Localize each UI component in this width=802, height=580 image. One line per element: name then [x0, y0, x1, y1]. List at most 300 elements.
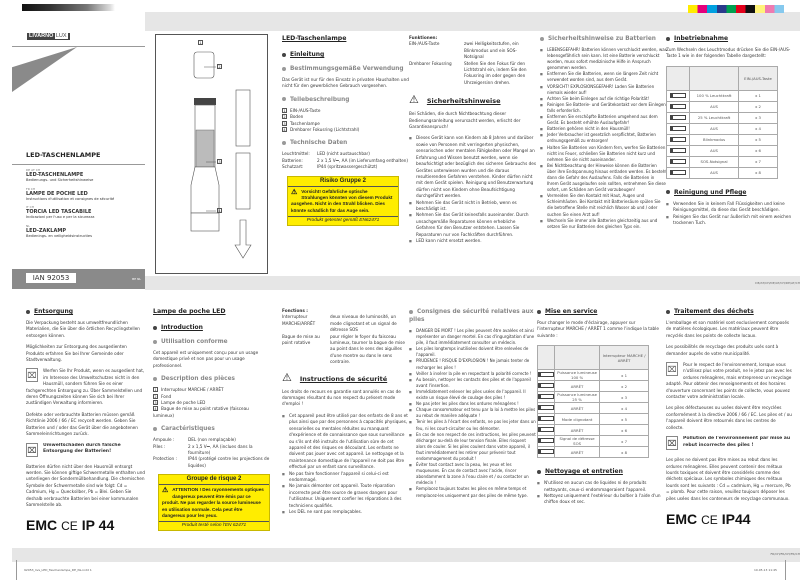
text: x 5 — [739, 134, 778, 145]
de-column-3 — [540, 35, 667, 230]
text: ■ Tenir les piles à l'écart des enfants, ne pas les jeter dans un feu, ni les court-circuiter ou les démonter. — [409, 419, 536, 431]
element — [538, 403, 649, 414]
text: Les droits de recours en garantie sont annulés en cas de dommages résultant du non respect du présent mode d'emploi ! — [282, 388, 401, 407]
text: ■ Entfernen Sie die Batterien, wenn sie längere Zeit nicht verwendet worden sind, aus dem Gerät. — [540, 71, 667, 83]
element — [538, 425, 649, 436]
text: deux niveaux de luminosité, un mode clignotant et un signal de détresse SOS — [330, 314, 397, 333]
text: ■ Jeder Verbraucher ist gesetzlich verpflichtet, Batterien ordnungsgemäß zu entsorgen! — [540, 132, 667, 144]
text: x 8 — [739, 167, 778, 178]
figure-label: 3 — [218, 160, 221, 164]
fr-column-3 — [409, 308, 536, 499]
text: x 1 — [739, 90, 778, 101]
language-entry — [26, 187, 144, 202]
text: ■ Batterien gehören nicht in den Hausmüll! — [540, 126, 667, 132]
fr-tech-heading — [153, 425, 271, 433]
text: Signal de détresse SOS — [555, 436, 600, 447]
element — [690, 66, 739, 90]
country-codes: IT CH — [26, 205, 35, 209]
text: EMC — [26, 517, 58, 534]
text: Introduction — [161, 324, 203, 331]
fr-title: Lampe de poche LED — [153, 308, 226, 315]
de-cleaning-heading — [666, 189, 793, 197]
text: AUS — [690, 123, 739, 134]
cover-panel — [12, 31, 145, 289]
text: ■ Immédiatement enlever les piles usées de l'appareil. Il existe un risque élevé de coulage des piles ! — [409, 389, 536, 401]
crop-mark — [16, 560, 17, 580]
de-operation-heading — [666, 35, 793, 43]
text: Drehbarer Fokusring — [409, 60, 452, 66]
element — [667, 90, 690, 101]
de-tech-heading — [282, 139, 409, 147]
text: Werfen Sie Ihr Produkt, wenn es ausgedient hat, im Interesse des Umweltschutzes nicht in den Hausmüll, sondern führen Sie es einer fachgerechten Entsorgung zu. Über Sammelstellen und deren Öffnungszeiten können Sie sich bei Ihrer zuständigen Verwaltung informieren. — [26, 368, 145, 406]
fr-use-heading — [153, 338, 271, 346]
element — [538, 425, 555, 436]
text: AUS — [690, 101, 739, 112]
text: Groupe de risque 2 — [159, 475, 269, 485]
text: Einleitung — [290, 51, 325, 58]
element — [26, 310, 30, 314]
flashlight-exploded-view — [156, 35, 269, 275]
element — [236, 90, 250, 146]
element — [236, 153, 250, 209]
text: ■ LED kann nicht ersetzt werden. — [409, 238, 536, 244]
product-illustration — [155, 34, 268, 274]
element: 1 — [154, 388, 157, 393]
text: EIN-/AUS-Taste — [290, 107, 321, 113]
print-date: 10.05.13 11:45 — [754, 568, 777, 572]
element — [191, 167, 219, 213]
text: ARRÊT — [555, 447, 600, 458]
element — [555, 346, 600, 370]
element — [538, 414, 649, 425]
text: ATTENTION ! Des rayonnements optiques dangereux peuvent être émis par ce produit. Ne pas regarder la source lumineuse en utilisation normale. Cela peut être dangereux pour les yeux. — [162, 487, 264, 518]
text: Entsorgung — [34, 308, 74, 315]
de-parts-heading — [282, 96, 409, 104]
element — [153, 456, 271, 469]
text: Sicherheitshinweise — [426, 97, 501, 106]
text: AUS — [690, 145, 739, 156]
element — [538, 427, 554, 432]
element — [666, 37, 670, 41]
text: x 4 — [739, 123, 778, 134]
text: 2 x 1,5 V⎓, AA (im Lieferumfang enthalten) — [317, 157, 409, 163]
text: DEL (non remplaçable) — [188, 437, 236, 443]
element — [667, 112, 690, 123]
element — [538, 381, 649, 392]
brand-logo — [27, 33, 70, 40]
crossed-battery-bin-icon: ⌧ — [666, 436, 678, 450]
text: Description des pièces — [161, 376, 235, 383]
de-column-4 — [666, 35, 793, 226]
text: Mode clignotant — [555, 414, 600, 425]
de-certification-marks — [26, 516, 146, 535]
element — [153, 377, 157, 381]
text: ■ Nehmen Sie das Gerät nicht in Betrieb, wenn es beschädigt ist. — [409, 200, 536, 213]
text: ARRÊT — [555, 425, 600, 436]
language-entry — [26, 224, 144, 239]
element — [670, 126, 686, 131]
element — [666, 310, 670, 314]
element — [667, 101, 778, 112]
element — [538, 405, 554, 410]
text: Ampoule : — [153, 437, 175, 443]
element — [670, 104, 686, 109]
text: Die Verpackung besteht aus umweltfreundlichen Materialien, die Sie über die örtlichen Recyclingstellen entsorgen können. — [26, 320, 140, 338]
language-subtitle: Indicazioni per l'uso e per la sicurezza — [26, 215, 95, 219]
de-risk-group-warning — [287, 176, 399, 227]
text: IP44 — [721, 510, 751, 527]
element — [153, 326, 157, 330]
fr-operation-heading — [537, 308, 664, 316]
text: Defekte oder verbrauchte Batterien müssen gemäß Richtlinie 2006 / 66 / EC recycelt werden. Geben Sie Batterien und / oder das Gerät über die angebotenen Sammeleinrichtungen zurück. — [26, 411, 138, 437]
text: x 7 — [739, 156, 778, 167]
element — [282, 53, 286, 57]
element — [538, 346, 649, 458]
text: Bestimmungsgemäße Verwendung — [290, 66, 404, 72]
text: 100 % Leuchtkraft — [690, 90, 739, 101]
cover-divider — [12, 46, 145, 47]
element: 4 — [283, 128, 286, 133]
de-mode-table — [666, 66, 778, 179]
de-tech-row — [282, 164, 409, 170]
element — [537, 310, 541, 314]
warning-triangle-icon: ⚠ — [409, 93, 419, 107]
de-parts-list — [282, 108, 409, 134]
text: Bague de mise au point rotative — [282, 333, 320, 346]
de-cleaning-list — [666, 201, 793, 227]
element — [538, 346, 555, 370]
text: Puissance lumineuse 100 % — [555, 370, 600, 381]
fr-battery-list — [409, 328, 536, 499]
element — [538, 436, 649, 447]
text: EMC — [666, 510, 698, 527]
element — [538, 438, 554, 443]
fr-battery-disposal-heading — [666, 436, 793, 452]
text: CE — [61, 519, 78, 534]
text: Les piles ne doivent pas être mises au rebut dans les ordures ménagères. Elles peuvent contenir des métaux lourds toxiques et doivent être considérés comme des déchets spéciaux. Les symboles chimiques des métaux lourds sont les suivants : Cd = cadmium, Hg = mercure, Pb = plomb. Pour cette raison, veuillez toujours déposer les piles usées dans les conteneurs de recyclage communaux. — [666, 457, 791, 501]
element — [194, 52, 214, 78]
element — [670, 93, 686, 98]
text: ■ VORSICHT! EXPLOSIONSGEFAHR! Laden Sie Batterien niemals wieder auf! — [540, 84, 667, 96]
text: ■ Bei Nichtbeachtung der Hinweise können die Batterien über ihre Endspannung hinaus entladen werden. Es besteht dann die Gefahr des Auslaufens. Falls die Batterien in Ihrem Gerät ausgelaufen sein sollten, entnehmen Sie diese sofort, um Schäden am Gerät vorzubeugen! — [540, 163, 667, 193]
element — [667, 134, 690, 145]
element — [538, 346, 649, 370]
text: Pollution de l'environnement par mise au rebut incorrecte des piles ! — [683, 436, 791, 448]
text: ■ Cet appareil peut être utilisé par des enfants de 8 ans et plus ainsi que par des personnes à capacités physiques, sensorielles ou mentales réduites ou manquant d'expérience et de connaissance que sous surveillance ou s'ils ont été instruits de l'utilisation sûre de cet appareil et des risques en découlant. Les enfants ne doivent pas jouer avec cet appareil. Le nettoyage et la maintenance domestique de l'appareil ne doit pas être effectué par un enfant sans surveillance. — [282, 413, 409, 471]
element — [538, 416, 554, 421]
element — [196, 130, 214, 167]
fr-functions-heading: Fonctions : — [282, 308, 308, 313]
text: x 3 — [739, 112, 778, 123]
text: Risiko Gruppe 2 — [288, 177, 398, 187]
element — [667, 66, 778, 90]
de-function-row — [409, 61, 536, 87]
element — [538, 392, 555, 403]
text: CE — [701, 512, 718, 527]
text: ■ Achten Sie beim Einlegen auf die richtige Polarität! — [540, 96, 667, 102]
element: 4 — [154, 407, 157, 412]
element — [288, 187, 398, 217]
de-page-footer: DE/AT/CH/DE/AT/CH/DE/AT/CH — [755, 281, 800, 285]
fr-safety-list — [282, 413, 409, 516]
diagonal-banner — [12, 47, 77, 92]
text: ■ Les DEL ne sont pas remplaçables. — [282, 509, 409, 515]
text: Protection : — [153, 456, 177, 462]
fr-column-2 — [282, 308, 409, 515]
element — [194, 98, 216, 105]
fr-column-1 — [153, 308, 271, 531]
text: ■ Remplacez toujours toutes les piles en même temps et remplacez-les uniquement par des piles de même type. — [409, 486, 536, 498]
text: Traitement des déchets — [674, 308, 754, 315]
crop-mark — [785, 560, 786, 580]
brand-name: LIVARNO — [29, 33, 54, 39]
text: zwei Helligkeitsstufen, ein Blinkmodus und ein SOS-Notsignal — [464, 41, 519, 60]
element: 2 — [154, 394, 157, 399]
de-safety-intro: Bei Schäden, die durch Nichtbeachtung dieser Bedienungsanleitung verursacht werden, erlischt der Garantieanspruch! — [409, 111, 521, 130]
element — [667, 101, 690, 112]
crossed-bin-icon: ⌧ — [26, 368, 38, 382]
element — [26, 368, 146, 406]
element — [538, 436, 555, 447]
cover-footer — [12, 269, 145, 289]
text: Leuchtmittel: — [282, 151, 310, 157]
text: Umweltschäden durch falsche Entsorgung der Batterien! — [43, 442, 121, 454]
text: x 8 — [600, 447, 649, 458]
element — [670, 137, 686, 142]
element — [153, 406, 271, 419]
element — [538, 449, 554, 454]
element — [666, 190, 670, 194]
fr-risk-group-warning — [158, 474, 270, 531]
de-function-row — [409, 41, 536, 60]
text: Pour le respect de l'environnement, lorsque vous n'utilisez plus votre produit, ne le jetez pas avec les ordures ménagères, mais entreprenez un recyclage adapté. Pour obtenir des renseignements et des horaires d'ouverture concernant les points de collecte, vous pouvez contacter votre administration locale. — [666, 362, 792, 400]
text: pour régler le foyer du faisceau lumineux, tourner la bague de mise au point dans le sens des aiguilles d'une montre ou dans le sens contraire. — [330, 333, 405, 365]
fr-battery-heading — [409, 308, 536, 324]
de-safety-list — [409, 135, 536, 244]
text: Mise en service — [545, 308, 598, 315]
de-battery-heading — [540, 35, 667, 43]
text: ■ Ne pas faire fonctionner l'appareil si celui-ci est endommagé. — [282, 471, 409, 484]
text: x 1 — [600, 370, 649, 381]
element — [667, 90, 778, 101]
element: 1 — [283, 108, 286, 113]
element — [667, 123, 778, 134]
text: ■ Veiller à insérer la pile en respectant la polarité correcte ! — [409, 371, 536, 377]
text: 25 % Leuchtkraft — [690, 112, 739, 123]
text: Les possibilités de recyclage des produits usés sont à demander auprès de votre municipalité. — [666, 344, 779, 356]
text: Blinkmodus — [690, 134, 739, 145]
language-subtitle: Instructions d'utilisation et consignes de sécurité — [26, 196, 115, 201]
fr-parts-list — [153, 387, 271, 419]
element — [670, 170, 686, 175]
element — [538, 383, 554, 388]
element: 2 — [283, 115, 286, 120]
element — [538, 392, 649, 403]
text: ■ Au besoin, nettoyer les contacts des piles et de l'appareil avant l'insertion. — [409, 377, 536, 389]
element — [282, 97, 286, 101]
element — [282, 127, 409, 133]
language-subtitle: Bedienings- en veiligheidsinstructies — [26, 233, 92, 238]
de-column-2 — [409, 35, 536, 244]
text: ■ Ne pas jeter les piles dans les ordures ménagères ! — [409, 401, 536, 407]
text: x 4 — [600, 403, 649, 414]
brand-suffix: LUX — [55, 33, 67, 39]
text: ■ N'utilisez en aucun cas de liquides ni de produits nettoyants, ceux-ci endommageraient l'appareil. — [537, 480, 664, 493]
de-title: LED-Taschenlampe — [282, 35, 347, 42]
text: Puissance lumineuse 25 % — [555, 392, 600, 403]
mid-band — [145, 276, 800, 290]
text: Pour changer le mode d'éclairage, appuyer sur l'interrupteur MARCHE / ARRÊT 1 comme l'indique la table suivante : — [537, 320, 659, 338]
text: ■ Nehmen Sie das Gerät keinesfalls auseinander. Durch unsachgemäße Reparaturen können erhebliche Gefahren für den Benutzer entstehen. Lassen Sie Reparaturen nur von Fachkräften durchführen. — [409, 212, 536, 238]
element — [538, 372, 554, 377]
element — [667, 123, 690, 134]
de-battery-list — [540, 47, 667, 230]
text: Les piles défectueuses ou usées doivent être recyclées conformément à la directive 2006 / 66 / EC. Les piles et / ou l'appareil doivent être retournés dans les centres de collecte. — [666, 405, 792, 430]
text: Interrupteur MARCHE/ARRÊT — [282, 314, 316, 326]
element — [538, 447, 555, 458]
text: ■ Les piles longtemps inutilisées doivent être enlevées de l'appareil. — [409, 346, 536, 358]
bottom-band — [12, 548, 800, 562]
element — [537, 470, 541, 474]
text: ■ En cas de non respect de ces instructions, les piles peuvent décharger au-delà de leur tension finale. Elles risquent alors de couler. Si les piles coulent dans votre appareil, il faut immédiatement les retirer pour prévenir tout endommagement du produit ! — [409, 432, 536, 462]
text: ■ Vermeiden Sie den Kontakt mit Haut, Augen und Schleimhäuten. Bei Kontakt mit Batteriesäure spülen Sie die betroffene Stelle mit reichlich Wasser ab und / oder suchen Sie einen Arzt auf! — [540, 193, 667, 217]
text: L'emballage et son matériel sont exclusivement composés de matières écologiques. Les matériaux peuvent être recyclés dans les points de collecte locaux. — [666, 320, 790, 338]
fr-column-5 — [666, 308, 793, 529]
text: Caractéristiques — [161, 426, 215, 433]
text: ■ DANGER DE MORT ! Les piles peuvent être avalées et ainsi représenter un danger mortel. En cas d'ingurgitation d'une pile, il faut immédiatement consulter un médecin. — [409, 328, 536, 346]
element — [538, 414, 555, 425]
fr-certification-marks — [666, 510, 793, 529]
element — [666, 362, 793, 400]
element — [538, 447, 649, 458]
text: Stellen Sie den Fokus für den Lichtstrahl ein, indem Sie den Fokusring im oder gegen den Uhrzeigersinn drehen. — [464, 60, 527, 85]
text: x 5 — [600, 414, 649, 425]
de-intro-heading — [282, 51, 409, 59]
language-entry — [26, 205, 144, 220]
element — [159, 485, 269, 521]
text: ■ Wechseln Sie immer alle Batterien gleichzeitig aus und setzen Sie nur Batterien des gleichen Typs ein. — [540, 218, 667, 230]
text: IP 44 — [81, 517, 115, 534]
text: x 3 — [600, 392, 649, 403]
element — [409, 310, 413, 314]
language-title: LED-TASCHENLAMPE — [26, 172, 84, 178]
text: x 6 — [739, 145, 778, 156]
element — [670, 159, 686, 164]
country-codes: DE AT CH — [26, 168, 41, 172]
text: Vorsicht! Gefährliche optische Strahlungen könnten von diesem Produkt ausgehen. Nicht in den Strahl blicken. Dies könnte schädlich für das Auge sein. — [291, 188, 393, 213]
crossed-battery-bin-icon: ⌧ — [26, 443, 38, 457]
text: ARRÊT — [555, 403, 600, 414]
language-title: LAMPE DE POCHE LED — [26, 190, 88, 197]
text: EIN-/AUS-Taste — [739, 66, 778, 90]
text: x 2 — [600, 381, 649, 392]
text: Interrupteur MARCHE / ARRÊT — [600, 346, 649, 370]
de-operation-text: Zum Wechseln des Leuchtmodus drücken Sie die EIN-/AUS-Taste 1 wie in der folgenden Tabelle dargestellt: — [666, 47, 791, 59]
crossed-bin-icon: ⌧ — [666, 362, 678, 376]
text: Sicherheitshinweise zu Batterien — [548, 36, 656, 42]
text: Bague de mise au point rotative (faisceau lumineux) — [153, 406, 249, 418]
text: x 2 — [739, 101, 778, 112]
text: x 6 — [600, 425, 649, 436]
element — [670, 148, 686, 153]
de-column-5 — [26, 308, 146, 535]
de-disposal-heading — [26, 308, 146, 316]
text: ■ Chaque consommateur est tenu par la loi à mettre les piles au rebut de manière adéquate ! — [409, 407, 536, 419]
element — [538, 370, 649, 381]
text: ■ Ne jamais démonter cet appareil. Toute réparation incorrecte peut être source de graves dangers pour l'utilisateur. Uniquement confier les réparations à des techniciens qualifiés. — [282, 483, 409, 509]
fr-cleaning-list — [537, 480, 664, 506]
figure-label: 4 — [218, 209, 221, 213]
text: Taschenlampe — [290, 120, 320, 126]
text: Piles : — [153, 443, 166, 449]
text: Fond — [161, 393, 172, 399]
text: LED (nicht austauschbar) — [317, 151, 370, 157]
fr-cleaning-heading — [537, 468, 664, 476]
text: Drehbarer Fokusring (Lichtstrahl) — [290, 127, 360, 133]
text: Nettoyage et entretien — [545, 468, 623, 476]
text: SOS-Notsignal — [690, 156, 739, 167]
language-title: TORCIA LED TASCABILE — [26, 209, 92, 215]
grayscale-color-bar — [22, 4, 115, 11]
element — [538, 403, 555, 414]
text: ■ Nettoyez uniquement l'extérieur du boîtier à l'aide d'un chiffon doux et sec. — [537, 493, 664, 506]
element — [667, 134, 778, 145]
language-subtitle: Bedienungs- und Sicherheitshinweise — [26, 178, 94, 182]
element — [538, 370, 555, 381]
element — [191, 213, 219, 231]
fr-page-footer: FR/CH/FR/CH/FR/CH — [770, 552, 800, 556]
text: Produit testé selon l'EN 62471 — [159, 521, 269, 530]
text: ■ LEBENSGEFAHR! Batterien können verschluckt werden, was lebensgefährlich sein kann. Ist eine Batterie verschluckt worden, muss sofort medizinische Hilfe in Anspruch genommen werden. — [540, 47, 667, 71]
text: Schutzart: — [282, 164, 304, 170]
element — [667, 145, 778, 156]
text: Utilisation conforme — [161, 339, 228, 345]
text: ■ Verwenden Sie in keinem Fall Flüssigkeiten und keine Reinigungsmittel, da diese das Gerät beschädigen. — [666, 201, 793, 214]
element — [153, 444, 271, 457]
lang-codes-footer: BE NL — [132, 277, 141, 281]
de-safety-heading — [409, 93, 536, 107]
text: Batterien: — [282, 157, 303, 163]
element — [667, 156, 778, 167]
country-codes: NL — [26, 223, 30, 228]
text: Produkt getestet gemäß EN62471 — [288, 216, 398, 225]
element — [667, 167, 778, 178]
element — [667, 66, 690, 90]
de-column-1 — [282, 35, 409, 226]
text: Consignes de sécurité relatives aux piles — [409, 309, 534, 323]
language-entry — [26, 168, 144, 183]
fr-mode-table — [537, 345, 649, 458]
text: 2 x 1,5 V⎓, AA (inclues dans la fourniture) — [188, 443, 253, 456]
text: Möglichkeiten zur Entsorgung des ausgedienten Produkts erfahren Sie bei Ihrer Gemeinde oder Stadtverwaltung. — [26, 344, 127, 363]
laser-warning-icon: ⚠ — [162, 487, 169, 495]
element — [282, 334, 409, 366]
element — [667, 167, 690, 178]
element — [282, 141, 286, 145]
element — [540, 37, 544, 41]
text: Cet appareil est uniquement conçu pour un usage domestique privé et non pas pour un usage professionnel. — [153, 350, 259, 368]
text: Technische Daten — [290, 140, 348, 147]
language-title: LED-ZAKLAMP — [26, 227, 66, 234]
de-battery-disposal-text: Batterien dürfen nicht über den Hausmüll entsorgt werden. Sie können giftige Schwermetalle enthalten und unterliegen der Sondermüllbehandlung. Die chemischen Symbole der Schwermetalle sind wie folgt: Cd = Cadmium, Hg = Quecksilber, Pb = Blei. Geben Sie deshalb verbrauchte Batterien bei einer kommunalen Sammelstelle ab. — [26, 463, 146, 507]
element: 3 — [154, 401, 157, 406]
fr-parts-heading — [153, 375, 271, 383]
text: Lampe de poche LED — [161, 400, 206, 406]
element — [670, 115, 686, 120]
text: ■ Dieses Gerät kann von Kindern ab 8 Jahren und darüber sowie von Personen mit verringerten physischen, sensorischen oder mentalen Fähigkeiten oder Mangel an Erfahrung und Wissen benutzt werden, wenn sie beaufsichtigt oder bezüglich des sicheren Gebrauchs des Gerätes unterwiesen wurden und die daraus resultierenden Gefahren verstehen. Kinder dürfen nicht mit dem Gerät spielen. Reinigung und Benutzerwartung dürfen nicht von Kindern ohne Beaufsichtigung durchgeführt werden. — [409, 135, 536, 199]
text: Boden — [290, 114, 304, 120]
text: Teilebeschreibung — [290, 96, 350, 103]
